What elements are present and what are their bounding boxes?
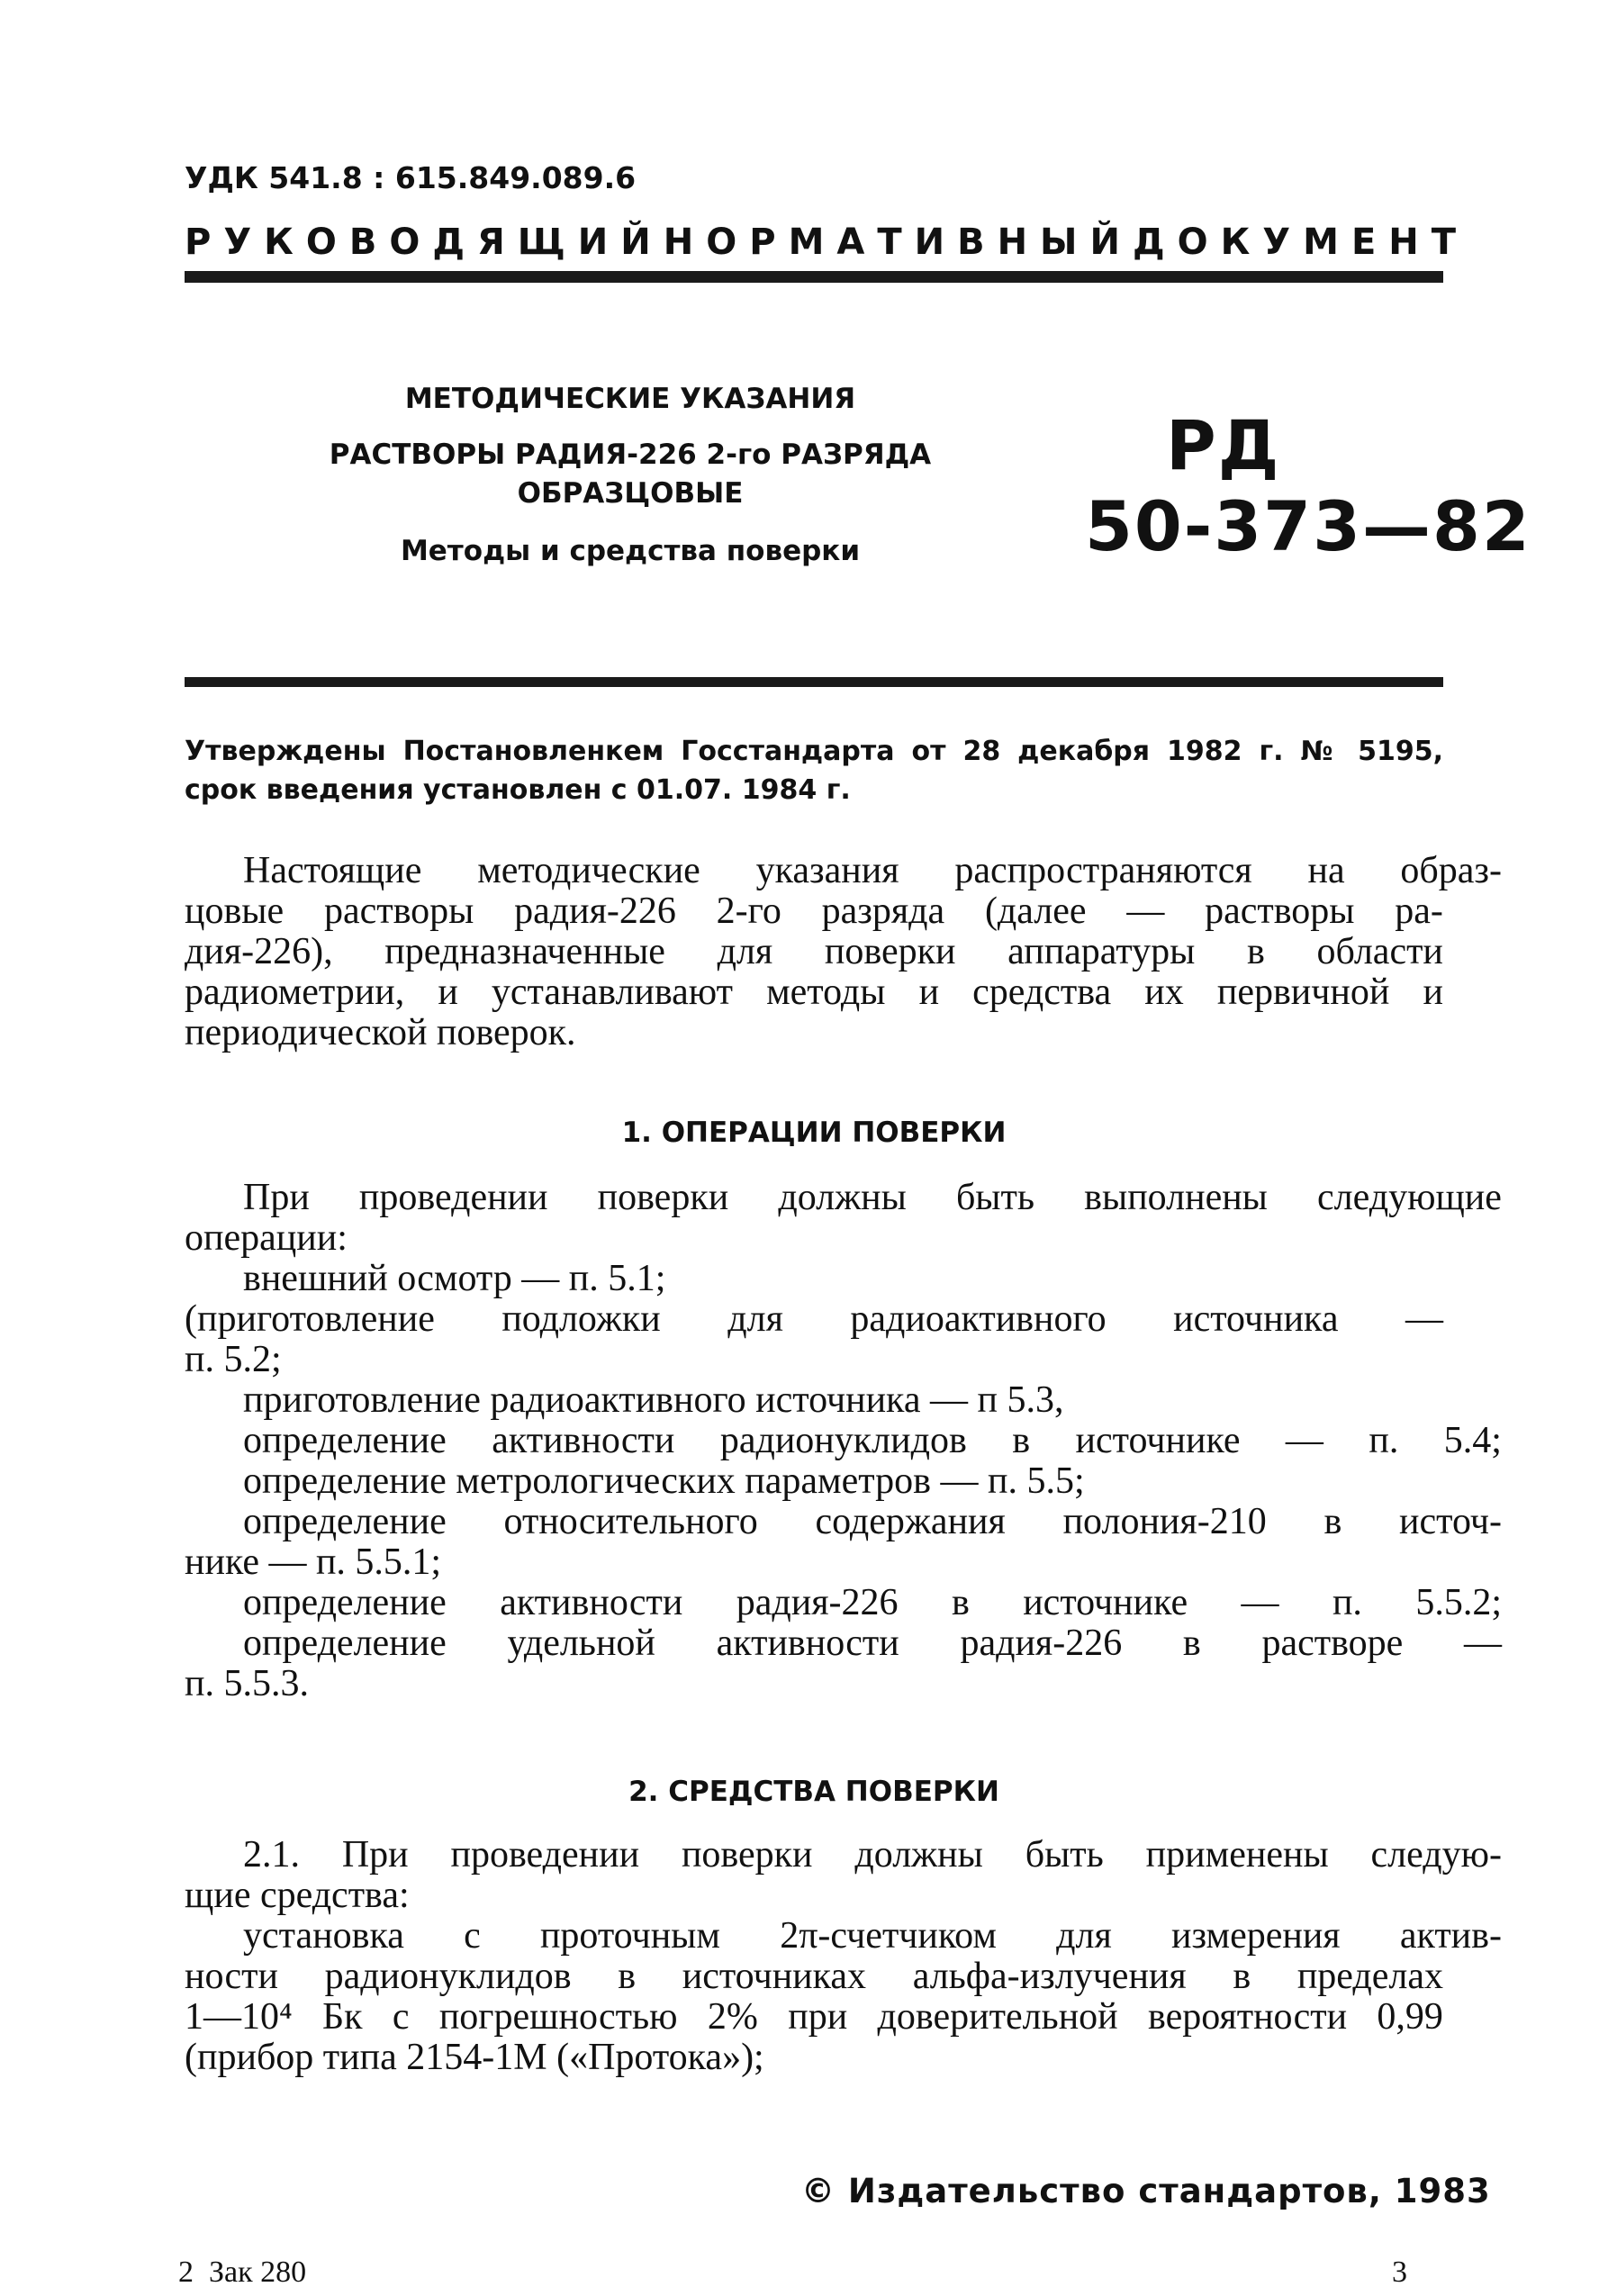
section1-line: нике — п. 5.5.1; xyxy=(185,1541,442,1583)
word: радиометрии, xyxy=(185,972,405,1013)
word: следующие xyxy=(1317,1177,1502,1218)
word: При xyxy=(243,1177,310,1218)
word: радионуклидов xyxy=(324,1956,572,1997)
word: содержания xyxy=(815,1501,1006,1542)
word: ности xyxy=(185,1956,278,1997)
title-line: МЕТОДИЧЕСКИЕ УКАЗАНИЯ xyxy=(404,383,856,415)
word: для xyxy=(717,931,773,972)
word: 1—10⁴ xyxy=(185,1996,293,2038)
page-number: 3 xyxy=(1392,2255,1407,2289)
word: методические xyxy=(477,850,700,891)
word: ра- xyxy=(1395,890,1443,932)
word: устанавливают xyxy=(491,972,733,1013)
word: активности xyxy=(500,1582,683,1623)
section1-line: внешний осмотр — п. 5.1; xyxy=(243,1258,666,1299)
section1-line xyxy=(185,1178,1502,1218)
intro-line: периодической поверок. xyxy=(185,1012,576,1053)
word: радионуклидов xyxy=(719,1420,967,1461)
word: актив- xyxy=(1399,1915,1502,1957)
word: радия-226 xyxy=(514,890,676,932)
word: образ- xyxy=(1400,850,1502,891)
section1-line xyxy=(185,1299,1443,1340)
word: растворы xyxy=(1205,890,1355,932)
section1-line: п. 5.5.3. xyxy=(185,1663,309,1704)
word: следую- xyxy=(1370,1834,1502,1876)
doc-type-word: РУКОВОДЯЩИЙ xyxy=(185,221,664,263)
word: в xyxy=(618,1956,637,1997)
section1-line: определение метрологических параметров — п. 5.5; xyxy=(243,1460,1085,1502)
word: 5.5.2; xyxy=(1415,1582,1502,1623)
word: радия-226 xyxy=(736,1582,899,1623)
section1-line: операции: xyxy=(185,1217,348,1259)
word: вероятности xyxy=(1147,1996,1348,2038)
word: подложки xyxy=(501,1298,661,1340)
section-heading: 1. ОПЕРАЦИИ ПОВЕРКИ xyxy=(621,1116,1007,1149)
word: 5.4; xyxy=(1443,1420,1502,1461)
doc-type-word: НОРМАТИВНЫЙ xyxy=(663,221,1133,263)
intro-line xyxy=(185,851,1502,891)
word: поверки xyxy=(597,1177,729,1218)
udc-code: УДК 541.8 : 615.849.089.6 xyxy=(185,160,637,195)
word: источ- xyxy=(1399,1501,1502,1542)
word: — xyxy=(1405,1298,1443,1340)
word: источнике xyxy=(1075,1420,1241,1461)
word: 2-го xyxy=(716,890,781,932)
word: радиоактивного xyxy=(850,1298,1107,1340)
header-divider xyxy=(185,677,1443,687)
section1-line xyxy=(185,1421,1502,1461)
word: 2π-счетчиком xyxy=(780,1915,997,1957)
section2-line xyxy=(185,1916,1502,1957)
word: применены xyxy=(1145,1834,1329,1876)
word: поверки xyxy=(824,931,956,972)
word: п. xyxy=(1332,1582,1362,1623)
word: для xyxy=(1056,1915,1112,1957)
publisher-copyright: © Издательство стандартов, 1983 xyxy=(801,2172,1491,2210)
section2-line xyxy=(185,1997,1443,2038)
section2-line: щие средства: xyxy=(185,1875,410,1916)
word: источнике xyxy=(1023,1582,1188,1623)
word: методы xyxy=(766,972,886,1013)
section1-line: п. 5.2; xyxy=(185,1339,282,1380)
word: в xyxy=(1323,1501,1342,1542)
word: разряда xyxy=(821,890,945,932)
section1-line: приготовление радиоактивного источника — п 5.3, xyxy=(243,1379,1064,1421)
word: проведении xyxy=(358,1177,548,1218)
word: быть xyxy=(1025,1834,1104,1876)
word: измерения xyxy=(1171,1915,1341,1957)
section1-line xyxy=(185,1623,1502,1664)
word: распространяются xyxy=(954,850,1252,891)
word: п. xyxy=(1369,1420,1399,1461)
section-heading: 2. СРЕДСТВА ПОВЕРКИ xyxy=(628,1776,999,1808)
word: аппаратуры xyxy=(1007,931,1196,972)
word: (приготовление xyxy=(185,1298,435,1340)
word: в xyxy=(1182,1623,1201,1664)
word: средства xyxy=(972,972,1112,1013)
word: растворы xyxy=(323,890,474,932)
subtitle: Методы и средства поверки xyxy=(400,535,861,567)
word: — xyxy=(1241,1582,1279,1623)
word: в xyxy=(1233,1956,1251,1997)
document-code-number: 50-373—82 xyxy=(1085,486,1531,566)
section1-line xyxy=(185,1583,1502,1623)
word: альфа-излучения xyxy=(912,1956,1187,1997)
word: должны xyxy=(854,1834,983,1876)
word: 0,99 xyxy=(1377,1996,1443,2038)
word: определение xyxy=(243,1501,447,1542)
word: активности xyxy=(716,1623,899,1664)
word: дия-226), xyxy=(185,931,333,972)
word: области xyxy=(1316,931,1443,972)
word: и xyxy=(918,972,940,1013)
section2-line xyxy=(185,1957,1443,1997)
intro-line xyxy=(185,891,1443,932)
word: и xyxy=(1423,972,1443,1013)
intro-line xyxy=(185,972,1443,1013)
word: погрешностью xyxy=(438,1996,678,2038)
word: в xyxy=(1247,931,1265,972)
word: в xyxy=(951,1582,970,1623)
word: предназначенные xyxy=(384,931,665,972)
word: растворе xyxy=(1261,1623,1404,1664)
word: 2% xyxy=(707,1996,758,2038)
word: определение xyxy=(243,1623,447,1664)
word: удельной xyxy=(507,1623,655,1664)
word: радия-226 xyxy=(960,1623,1123,1664)
word: При xyxy=(341,1834,409,1876)
word: проведении xyxy=(450,1834,640,1876)
section2-line: (прибор типа 2154-1М («Протока»); xyxy=(185,2037,764,2078)
word: указания xyxy=(755,850,899,891)
word: относительного xyxy=(503,1501,758,1542)
document-type-banner xyxy=(185,221,1469,263)
top-divider xyxy=(185,271,1443,283)
word: и xyxy=(438,972,458,1013)
section1-line xyxy=(185,1502,1502,1542)
word: пределах xyxy=(1296,1956,1443,1997)
word: 2.1. xyxy=(243,1834,300,1876)
document-code-prefix: РД xyxy=(1166,405,1281,485)
word: для xyxy=(727,1298,783,1340)
approval-note: Утверждены Постановленкем Госстандарта от 28 декабря 1982 г. № 5195, срок введения установлен с 01.07. 1984 г. xyxy=(185,736,1443,806)
word: — xyxy=(1463,1623,1502,1664)
word: полония-210 xyxy=(1062,1501,1267,1542)
print-order-note: 2 Зак 280 xyxy=(178,2255,307,2289)
word: Бк xyxy=(321,1996,363,2038)
word: с xyxy=(392,1996,410,2038)
word: должны xyxy=(778,1177,907,1218)
word: на xyxy=(1307,850,1345,891)
word: установка xyxy=(243,1915,404,1957)
intro-line xyxy=(185,932,1443,972)
word: Настоящие xyxy=(243,850,422,891)
word: (далее xyxy=(984,890,1087,932)
word: при xyxy=(788,1996,848,2038)
word: источника xyxy=(1173,1298,1339,1340)
word: первичной xyxy=(1216,972,1390,1013)
word: в xyxy=(1012,1420,1031,1461)
word: цовые xyxy=(185,890,285,932)
word: быть xyxy=(955,1177,1035,1218)
word: проточным xyxy=(539,1915,720,1957)
word: определение xyxy=(243,1420,447,1461)
word: определение xyxy=(243,1582,447,1623)
title-line: ОБРАЗЦОВЫЕ xyxy=(517,477,744,510)
word: доверительной xyxy=(877,1996,1118,2038)
word: с xyxy=(464,1915,481,1957)
word: — xyxy=(1126,890,1165,932)
word: источниках xyxy=(682,1956,867,1997)
word: их xyxy=(1144,972,1184,1013)
title-line: РАСТВОРЫ РАДИЯ-226 2-го РАЗРЯДА xyxy=(329,438,932,471)
word: выполнены xyxy=(1084,1177,1268,1218)
word: активности xyxy=(492,1420,675,1461)
word: — xyxy=(1285,1420,1323,1461)
word: поверки xyxy=(681,1834,813,1876)
doc-type-word: ДОКУМЕНТ xyxy=(1132,221,1469,263)
section2-line xyxy=(185,1835,1502,1876)
